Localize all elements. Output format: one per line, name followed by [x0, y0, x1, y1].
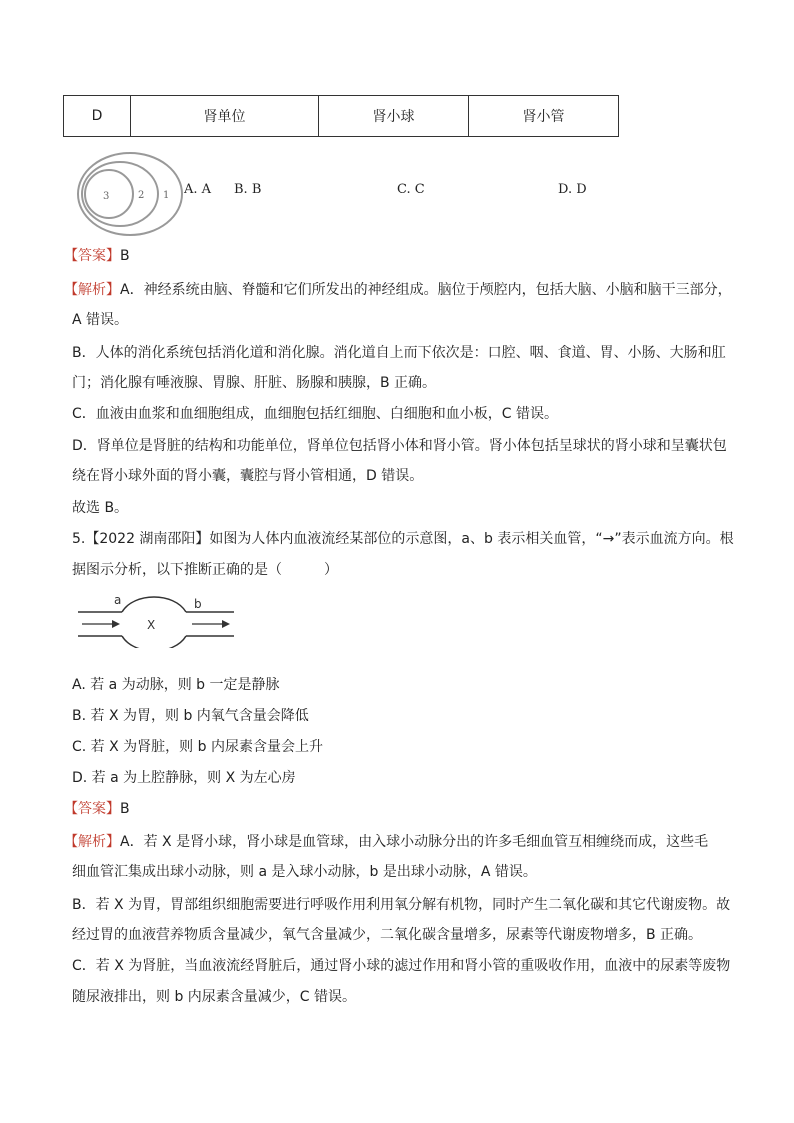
q4-option-d: D. D — [558, 182, 587, 197]
ring-label-2: 2 — [138, 190, 145, 201]
table-cell-option: D — [64, 96, 131, 137]
q5-stem-line-1: 5.【2022 湖南邵阳】如图为人体内血液流经某部位的示意图，a、b 表示相关血管，“→”表示血流方向。根 — [72, 531, 734, 547]
q4-analysis-line-3: B．人体的消化系统包括消化道和消化腺。消化道自上而下依次是：口腔、咽、食道、胃、小肠、大肠和肛 — [72, 345, 726, 361]
label-x: X — [147, 618, 156, 632]
q4-analysis-line-8: 故选 B。 — [72, 500, 129, 516]
q4-option-b: B. B — [234, 182, 262, 197]
q5-answer — [64, 799, 130, 819]
q5-option-b: B. 若 X 为胃，则 b 内氧气含量会降低 — [72, 708, 309, 724]
concentric-circles-diagram — [74, 150, 186, 238]
label-b: b — [194, 597, 202, 611]
organ-x-bottom — [122, 636, 186, 648]
q4-option-c: C. C — [397, 182, 425, 197]
table-cell-1: 肾单位 — [131, 96, 319, 137]
flow-arrow-in-head — [112, 620, 120, 628]
q4-analysis-line-2: A 错误。 — [72, 312, 129, 328]
q5-option-c: C. 若 X 为肾脏，则 b 内尿素含量会上升 — [72, 739, 323, 755]
q4-option-a: A. A — [184, 182, 212, 197]
q4-analysis-line-1 — [64, 280, 732, 300]
q4-analysis-line-7: 绕在肾小球外面的肾小囊，囊腔与肾小管相通，D 错误。 — [72, 468, 424, 484]
ring-label-3: 3 — [103, 191, 110, 202]
analysis-tag: 【解析】 — [64, 834, 120, 850]
answer-tag: 【答案】 — [64, 801, 120, 817]
q5-analysis-line-5: C．若 X 为肾脏，当血液流经肾脏后，通过肾小球的滤过作用和肾小管的重吸收作用，血液中的尿素等废物 — [72, 958, 731, 974]
q5-option-a: A. 若 a 为动脉，则 b 一定是静脉 — [72, 677, 280, 693]
blood-flow-diagram — [74, 590, 239, 648]
table-cell-3: 肾小管 — [469, 96, 619, 137]
flow-arrow-out-head — [222, 620, 230, 628]
q5-analysis-line-4: 经过胃的血液营养物质含量减少，氧气含量减少，二氧化碳含量增多，尿素等代谢废物增多，B 正确。 — [72, 927, 703, 943]
q4-analysis-line-5: C．血液由血浆和血细胞组成，血细胞包括红细胞、白细胞和血小板，C 错误。 — [72, 406, 558, 422]
analysis-text: A．若 X 是肾小球，肾小球是血管球，由入球小动脉分出的许多毛细血管互相缠绕而成，这些毛 — [120, 834, 709, 850]
answer-value: B — [120, 801, 130, 817]
q5-analysis-line-2: 细血管汇集成出球小动脉，则 a 是入球小动脉，b 是出球小动脉，A 错误。 — [72, 864, 537, 880]
q5-stem-line-2: 据图示分析，以下推断正确的是（ ） — [72, 562, 338, 578]
ring-label-1: 1 — [163, 190, 170, 201]
kidney-table — [63, 95, 619, 137]
answer-value: B — [120, 248, 130, 264]
q4-analysis-line-4: 门；消化腺有唾液腺、胃腺、肝脏、肠腺和胰腺，B 正确。 — [72, 375, 437, 391]
q5-analysis-line-6: 随尿液排出，则 b 内尿素含量减少，C 错误。 — [72, 989, 357, 1005]
q4-analysis-line-6: D．肾单位是肾脏的结构和功能单位，肾单位包括肾小体和肾小管。肾小体包括呈球状的肾小球和呈囊状包 — [72, 438, 727, 454]
table-row — [64, 96, 619, 137]
q5-analysis-line-1 — [64, 832, 708, 852]
table-cell-2: 肾小球 — [319, 96, 469, 137]
q4-answer — [64, 246, 130, 266]
answer-tag: 【答案】 — [64, 248, 120, 264]
organ-x-top — [122, 597, 186, 612]
label-a: a — [114, 593, 122, 607]
q5-option-d: D. 若 a 为上腔静脉，则 X 为左心房 — [72, 770, 296, 786]
analysis-tag: 【解析】 — [64, 282, 120, 298]
analysis-text: A．神经系统由脑、脊髓和它们所发出的神经组成。脑位于颅腔内，包括大脑、小脑和脑干三部分， — [120, 282, 732, 298]
q5-analysis-line-3: B．若 X 为胃，胃部组织细胞需要进行呼吸作用利用氧分解有机物，同时产生二氧化碳和其它代谢废物。故 — [72, 897, 731, 913]
